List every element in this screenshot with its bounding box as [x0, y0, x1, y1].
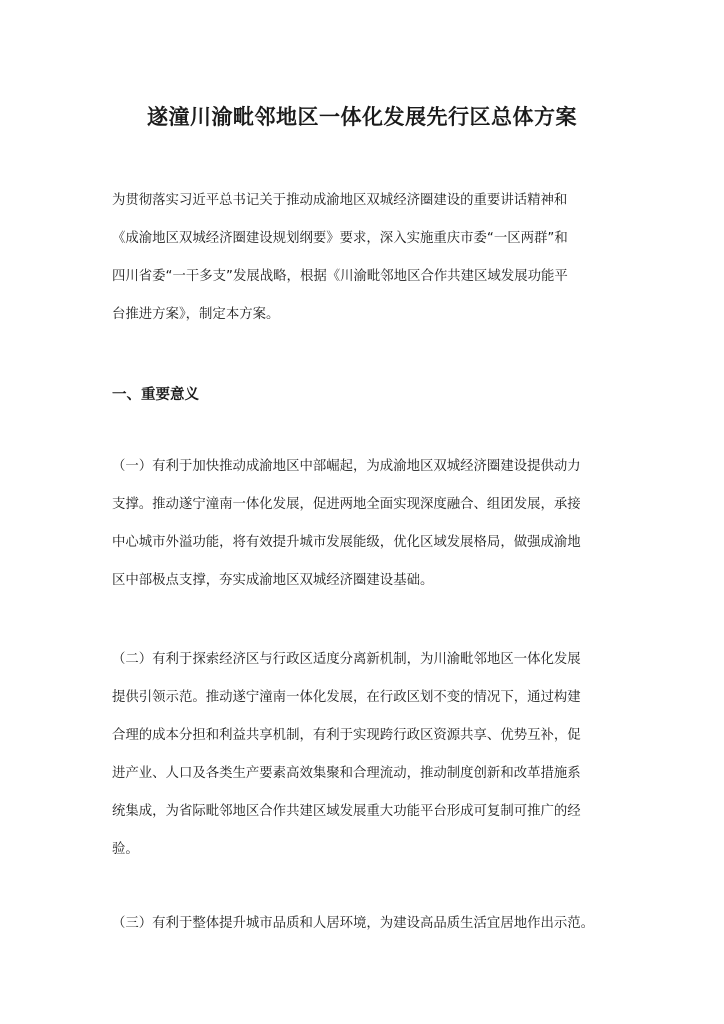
text-line: 支撑。推动遂宁潼南一体化发展，促进两地全面实现深度融合、组团发展，承接 [112, 497, 581, 512]
text-line: 台推进方案》，制定本方案。 [112, 307, 280, 322]
text-line: 统集成，为省际毗邻地区合作共建区域发展重大功能平台形成可复制可推广的经 [112, 804, 581, 819]
text-line: 中心城市外溢功能，将有效提升城市发展能级，优化区域发展格局，做强成渝地 [112, 535, 581, 550]
text-line: 验。 [112, 842, 139, 857]
text-line: 提供引领示范。推动遂宁潼南一体化发展，在行政区划不变的情况下，通过构建 [112, 690, 581, 705]
text-line: （二）有利于探索经济区与行政区适度分离新机制，为川渝毗邻地区一体化发展 [112, 652, 581, 667]
paragraph-1 [112, 448, 614, 600]
text-line: 合理的成本分担和利益共享机制，有利于实现跨行政区资源共享、优势互补，促 [112, 728, 581, 743]
text-line: （一）有利于加快推动成渝地区中部崛起，为成渝地区双城经济圈建设提供动力 [112, 459, 581, 474]
text-line: 四川省委“一干多支”发展战略，根据《川渝毗邻地区合作共建区域发展功能平 [112, 269, 568, 284]
paragraph-2 [112, 641, 614, 869]
text-line: （三）有利于整体提升城市品质和人居环境，为建设高品质生活宜居地作出示范。 [112, 916, 595, 931]
intro-paragraph [112, 182, 614, 334]
text-line: 区中部极点支撑，夯实成渝地区双城经济圈建设基础。 [112, 573, 434, 588]
document-title: 遂潼川渝毗邻地区一体化发展先行区总体方案 [147, 105, 577, 129]
text-line: 《成渝地区双城经济圈建设规划纲要》要求，深入实施重庆市委“一区两群”和 [112, 231, 568, 246]
text-line: 进产业、人口及各类生产要素高效集聚和合理流动，推动制度创新和改革措施系 [112, 766, 581, 781]
paragraph-3 [112, 905, 614, 943]
text-line: 为贯彻落实习近平总书记关于推动成渝地区双城经济圈建设的重要讲话精神和 [112, 193, 568, 208]
section-heading: 一、重要意义 [112, 387, 199, 403]
